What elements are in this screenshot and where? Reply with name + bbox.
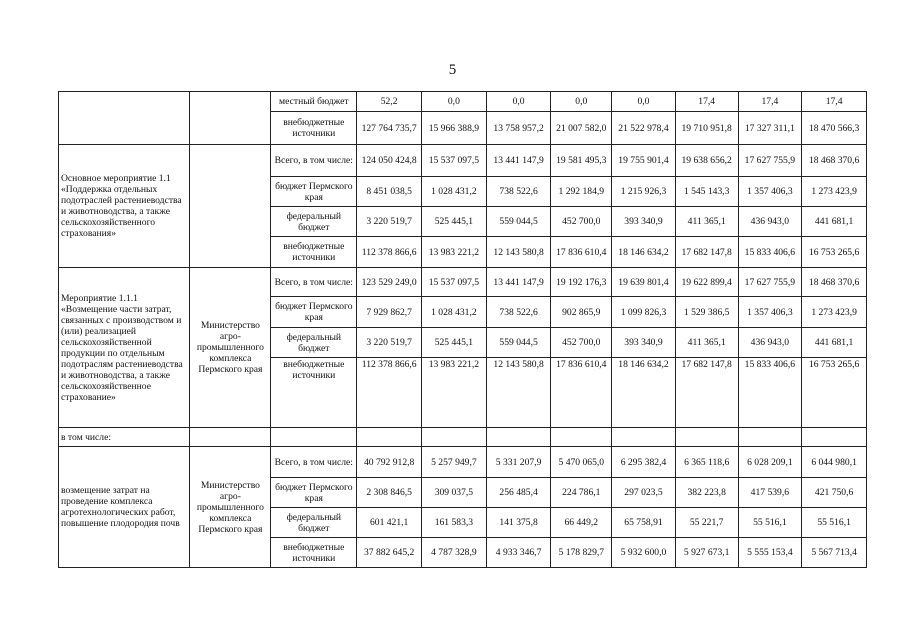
value-cell: 1 028 431,2 [422, 297, 487, 328]
source-cell: федеральный бюджет [271, 207, 357, 237]
value-cell: 1 273 423,9 [802, 177, 867, 207]
value-cell: 112 378 866,6 [357, 358, 422, 428]
source-cell: местный бюджет [271, 92, 357, 112]
source-cell: Всего, в том числе: [271, 268, 357, 297]
value-cell: 13 983 221,2 [422, 358, 487, 428]
source-cell: бюджет Пермского края [271, 478, 357, 508]
table-row [59, 447, 867, 478]
value-cell: 17 682 147,8 [675, 358, 738, 428]
measure-description: возмещение затрат на проведение комплекса агротехнологических работ, повышение плодородия почв [59, 447, 190, 568]
source-cell: Всего, в том числе: [271, 447, 357, 478]
value-cell: 411 365,1 [675, 328, 738, 358]
source-cell: внебюджетные источники [271, 237, 357, 268]
value-cell: 40 792 912,8 [357, 447, 422, 478]
value-cell: 17 627 755,9 [738, 145, 802, 177]
value-cell: 559 044,5 [486, 207, 551, 237]
value-cell: 5 932 600,0 [612, 538, 676, 568]
value-cell: 17 682 147,8 [675, 237, 738, 268]
source-cell: внебюджетные источники [271, 538, 357, 568]
responsible-executor: Министерство агро-промышленного комплекса Пермского края [190, 268, 271, 428]
value-cell: 1 292 184,9 [551, 177, 612, 207]
value-cell: 441 681,1 [802, 328, 867, 358]
value-cell: 1 357 406,3 [738, 297, 802, 328]
value-cell: 18 468 370,6 [802, 145, 867, 177]
value-cell: 5 178 829,7 [551, 538, 612, 568]
table-row [59, 92, 867, 112]
value-cell: 411 365,1 [675, 207, 738, 237]
value-cell: 902 865,9 [551, 297, 612, 328]
value-cell: 161 583,3 [422, 508, 487, 538]
value-cell: 17 836 610,4 [551, 237, 612, 268]
value-cell: 17 627 755,9 [738, 268, 802, 297]
measure-description: Мероприятие 1.1.1 «Возмещение части затрат, связанных с производством и (или) реализацией сельскохозяйственной продукции по отдельным подотраслям растениеводства и животноводства, а также сельскохозяйственное страхование» [59, 268, 190, 428]
value-cell: 16 753 265,6 [802, 358, 867, 428]
value-cell: 1 357 406,3 [738, 177, 802, 207]
value-cell: 55 516,1 [802, 508, 867, 538]
value-cell: 15 966 388,9 [422, 112, 487, 145]
value-cell: 7 929 862,7 [357, 297, 422, 328]
value-cell: 55 221,7 [675, 508, 738, 538]
table-row [59, 268, 867, 297]
value-cell: 5 927 673,1 [675, 538, 738, 568]
value-cell: 256 485,4 [486, 478, 551, 508]
value-cell: 141 375,8 [486, 508, 551, 538]
value-cell: 17,4 [802, 92, 867, 112]
source-cell: внебюджетные источники [271, 112, 357, 145]
value-cell: 18 470 566,3 [802, 112, 867, 145]
value-cell: 452 700,0 [551, 207, 612, 237]
empty-cell [551, 428, 612, 447]
value-cell: 224 786,1 [551, 478, 612, 508]
value-cell: 601 421,1 [357, 508, 422, 538]
value-cell: 21 007 582,0 [551, 112, 612, 145]
value-cell: 15 833 406,6 [738, 358, 802, 428]
value-cell: 5 257 949,7 [422, 447, 487, 478]
empty-cell [802, 428, 867, 447]
value-cell: 52,2 [357, 92, 422, 112]
value-cell: 0,0 [612, 92, 676, 112]
value-cell: 124 050 424,8 [357, 145, 422, 177]
value-cell: 15 537 097,5 [422, 145, 487, 177]
value-cell: 123 529 249,0 [357, 268, 422, 297]
value-cell: 19 622 899,4 [675, 268, 738, 297]
value-cell: 17 327 311,1 [738, 112, 802, 145]
source-cell: бюджет Пермского края [271, 177, 357, 207]
value-cell: 19 192 176,3 [551, 268, 612, 297]
value-cell: 4 787 328,9 [422, 538, 487, 568]
value-cell: 5 331 207,9 [486, 447, 551, 478]
value-cell: 738 522,6 [486, 297, 551, 328]
value-cell: 0,0 [486, 92, 551, 112]
empty-cell [190, 428, 271, 447]
empty-cell [422, 428, 487, 447]
empty-cell [738, 428, 802, 447]
value-cell: 417 539,6 [738, 478, 802, 508]
value-cell: 5 567 713,4 [802, 538, 867, 568]
value-cell: 2 308 846,5 [357, 478, 422, 508]
value-cell: 436 943,0 [738, 207, 802, 237]
value-cell: 13 758 957,2 [486, 112, 551, 145]
value-cell: 525 445,1 [422, 328, 487, 358]
value-cell: 4 933 346,7 [486, 538, 551, 568]
value-cell: 393 340,9 [612, 328, 676, 358]
value-cell: 55 516,1 [738, 508, 802, 538]
value-cell: 1 099 826,3 [612, 297, 676, 328]
value-cell: 18 146 634,2 [612, 358, 676, 428]
value-cell: 0,0 [551, 92, 612, 112]
value-cell: 127 764 735,7 [357, 112, 422, 145]
value-cell: 382 223,8 [675, 478, 738, 508]
value-cell: 17 836 610,4 [551, 358, 612, 428]
empty-cell [486, 428, 551, 447]
value-cell: 525 445,1 [422, 207, 487, 237]
value-cell: 738 522,6 [486, 177, 551, 207]
value-cell: 13 441 147,9 [486, 145, 551, 177]
value-cell: 66 449,2 [551, 508, 612, 538]
value-cell: 441 681,1 [802, 207, 867, 237]
value-cell: 65 758,91 [612, 508, 676, 538]
value-cell: 1 215 926,3 [612, 177, 676, 207]
budget-table [58, 91, 867, 568]
value-cell: 5 470 065,0 [551, 447, 612, 478]
table-row [59, 145, 867, 177]
value-cell: 37 882 645,2 [357, 538, 422, 568]
responsible-executor [190, 145, 271, 268]
value-cell: 19 638 656,2 [675, 145, 738, 177]
value-cell: 18 468 370,6 [802, 268, 867, 297]
value-cell: 6 295 382,4 [612, 447, 676, 478]
empty-cell [675, 428, 738, 447]
value-cell: 8 451 038,5 [357, 177, 422, 207]
value-cell: 13 441 147,9 [486, 268, 551, 297]
value-cell: 1 545 143,3 [675, 177, 738, 207]
measure-description: Основное мероприятие 1.1 «Поддержка отдельных подотраслей растениеводства и животноводства, а также сельскохозяйственного страхования» [59, 145, 190, 268]
value-cell: 15 833 406,6 [738, 237, 802, 268]
responsible-cell [190, 92, 271, 145]
value-cell: 559 044,5 [486, 328, 551, 358]
source-cell: внебюджетные источники [271, 358, 357, 428]
value-cell: 393 340,9 [612, 207, 676, 237]
value-cell: 15 537 097,5 [422, 268, 487, 297]
page-number: 5 [448, 62, 457, 78]
value-cell: 436 943,0 [738, 328, 802, 358]
value-cell: 12 143 580,8 [486, 358, 551, 428]
source-cell: бюджет Пермского края [271, 297, 357, 328]
value-cell: 19 639 801,4 [612, 268, 676, 297]
value-cell: 1 273 423,9 [802, 297, 867, 328]
value-cell: 6 044 980,1 [802, 447, 867, 478]
value-cell: 452 700,0 [551, 328, 612, 358]
value-cell: 5 555 153,4 [738, 538, 802, 568]
value-cell: 13 983 221,2 [422, 237, 487, 268]
value-cell: 0,0 [422, 92, 487, 112]
table-row [59, 428, 867, 447]
value-cell: 18 146 634,2 [612, 237, 676, 268]
value-cell: 309 037,5 [422, 478, 487, 508]
value-cell: 297 023,5 [612, 478, 676, 508]
value-cell: 19 581 495,3 [551, 145, 612, 177]
description-cell [59, 92, 190, 145]
value-cell: 3 220 519,7 [357, 328, 422, 358]
value-cell: 112 378 866,6 [357, 237, 422, 268]
value-cell: 6 365 118,6 [675, 447, 738, 478]
source-cell: федеральный бюджет [271, 508, 357, 538]
empty-cell [357, 428, 422, 447]
empty-cell [271, 428, 357, 447]
value-cell: 1 529 386,5 [675, 297, 738, 328]
empty-cell [612, 428, 676, 447]
value-cell: 1 028 431,2 [422, 177, 487, 207]
value-cell: 421 750,6 [802, 478, 867, 508]
value-cell: 6 028 209,1 [738, 447, 802, 478]
source-cell: федеральный бюджет [271, 328, 357, 358]
value-cell: 17,4 [675, 92, 738, 112]
value-cell: 19 755 901,4 [612, 145, 676, 177]
source-cell: Всего, в том числе: [271, 145, 357, 177]
value-cell: 19 710 951,8 [675, 112, 738, 145]
value-cell: 16 753 265,6 [802, 237, 867, 268]
value-cell: 3 220 519,7 [357, 207, 422, 237]
value-cell: 12 143 580,8 [486, 237, 551, 268]
value-cell: 17,4 [738, 92, 802, 112]
in-total-label: в том числе: [59, 428, 190, 447]
value-cell: 21 522 978,4 [612, 112, 676, 145]
responsible-executor: Министерство агро-промышленного комплекса Пермского края [190, 447, 271, 568]
